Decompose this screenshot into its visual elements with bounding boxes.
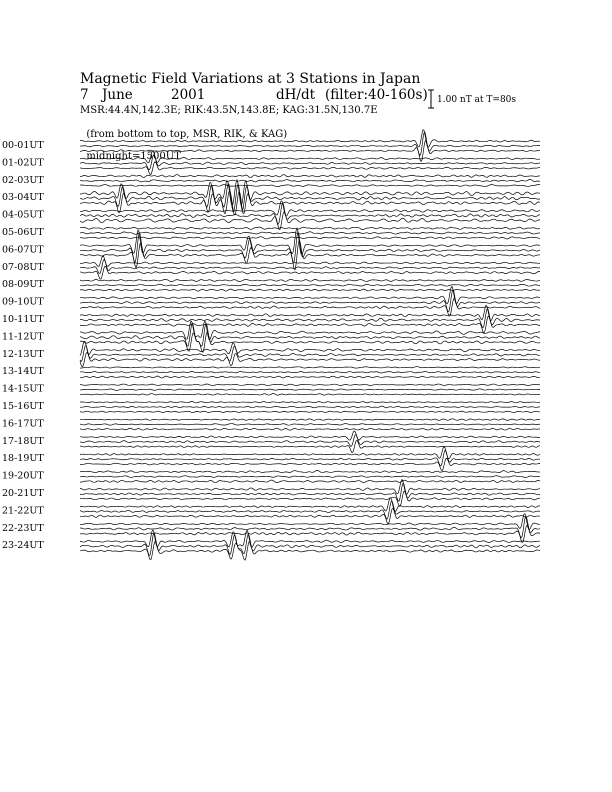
trace-rik	[80, 203, 540, 224]
trace-kag	[80, 256, 540, 267]
trace-rik	[80, 406, 540, 408]
trace-rik	[80, 476, 540, 478]
trace-rik	[80, 516, 540, 538]
trace-kag	[80, 286, 540, 303]
trace-msr	[80, 480, 540, 483]
trace-kag	[80, 151, 540, 163]
trace-rik	[80, 450, 540, 466]
filter-label: (filter:40-160s)	[325, 87, 428, 103]
hour-label: 20-21UT	[2, 488, 44, 499]
trace-msr	[80, 237, 540, 239]
station-order-note: (from bottom to top, MSR, RIK, & KAG)	[86, 129, 288, 140]
chart-title: Magnetic Field Variations at 3 Stations in Japan	[80, 71, 421, 87]
trace-kag	[80, 180, 540, 205]
trace-kag	[80, 384, 540, 386]
trace-rik	[80, 184, 540, 212]
trace-rik	[80, 533, 540, 556]
hour-label: 19-20UT	[2, 470, 44, 482]
hour-label: 21-22UT	[2, 505, 44, 517]
trace-kag	[80, 498, 540, 512]
trace-rik	[80, 260, 540, 274]
hour-label: 15-16UT	[2, 401, 44, 412]
trace-kag	[80, 446, 540, 458]
hour-label: 17-18UT	[2, 435, 44, 447]
trace-msr	[80, 184, 540, 186]
hour-label: 12-13UT	[2, 348, 44, 360]
scale-bar	[428, 90, 434, 108]
trace-kag	[80, 175, 540, 178]
hour-label: 00-01UT	[2, 140, 44, 151]
hour-label: 22-23UT	[2, 522, 44, 534]
hour-label: 10-11UT	[2, 314, 44, 325]
trace-msr	[80, 316, 540, 333]
hour-label: 23-24UT	[2, 540, 44, 552]
trace-rik	[80, 232, 540, 235]
trace-kag	[80, 130, 540, 148]
trace-rik	[80, 284, 540, 286]
quantity-label: dH/dt	[276, 87, 316, 103]
trace-kag	[80, 470, 540, 472]
hour-label: 04-05UT	[2, 209, 44, 221]
date-month: June	[102, 87, 133, 103]
trace-msr	[80, 394, 540, 396]
traces	[80, 130, 540, 560]
hour-label: 07-08UT	[2, 261, 44, 273]
trace-kag	[80, 279, 540, 281]
trace-kag	[80, 419, 540, 421]
hour-label: 08-09UT	[2, 279, 44, 291]
hour-label: 01-02UT	[2, 157, 44, 169]
scale-bar-label: 1.00 nT at T=80s	[437, 95, 517, 105]
trace-kag	[80, 341, 540, 355]
hour-label: 18-19UT	[2, 453, 44, 465]
date-day: 7	[80, 87, 89, 103]
hour-label: 14-15UT	[2, 383, 44, 395]
trace-rik	[80, 389, 540, 390]
trace-rik	[80, 232, 540, 263]
hour-labels	[2, 140, 44, 551]
date-year: 2001	[171, 87, 206, 103]
hour-label: 11-12UT	[2, 331, 44, 343]
hour-label: 05-06UT	[2, 227, 44, 238]
trace-msr	[80, 508, 540, 524]
trace-msr	[80, 411, 540, 412]
trace-rik	[80, 179, 540, 181]
trace-msr	[80, 289, 540, 291]
trace-kag	[80, 367, 540, 369]
hour-label: 16-17UT	[2, 418, 44, 430]
trace-kag	[80, 227, 540, 229]
midnight-note: midnight=1500UT	[86, 151, 181, 162]
trace-msr	[80, 298, 540, 316]
hour-label: 13-14UT	[2, 366, 44, 378]
trace-rik	[80, 323, 540, 346]
trace-kag	[80, 431, 540, 440]
trace-msr	[80, 428, 540, 430]
hour-label: 09-10UT	[2, 296, 44, 308]
trace-rik	[80, 290, 540, 312]
station-coordinates: MSR:44.4N,142.3E; RIK:43.5N,143.8E; KAG:31.5N,130.7E	[80, 105, 378, 116]
trace-rik	[80, 371, 540, 373]
trace-rik	[80, 133, 540, 156]
hour-label: 06-07UT	[2, 244, 44, 256]
hour-label: 02-03UT	[2, 174, 44, 186]
hour-label: 03-04UT	[2, 192, 44, 204]
trace-kag	[80, 402, 540, 403]
trace-rik	[80, 424, 540, 426]
trace-msr	[80, 458, 540, 470]
trace-msr	[80, 376, 540, 378]
